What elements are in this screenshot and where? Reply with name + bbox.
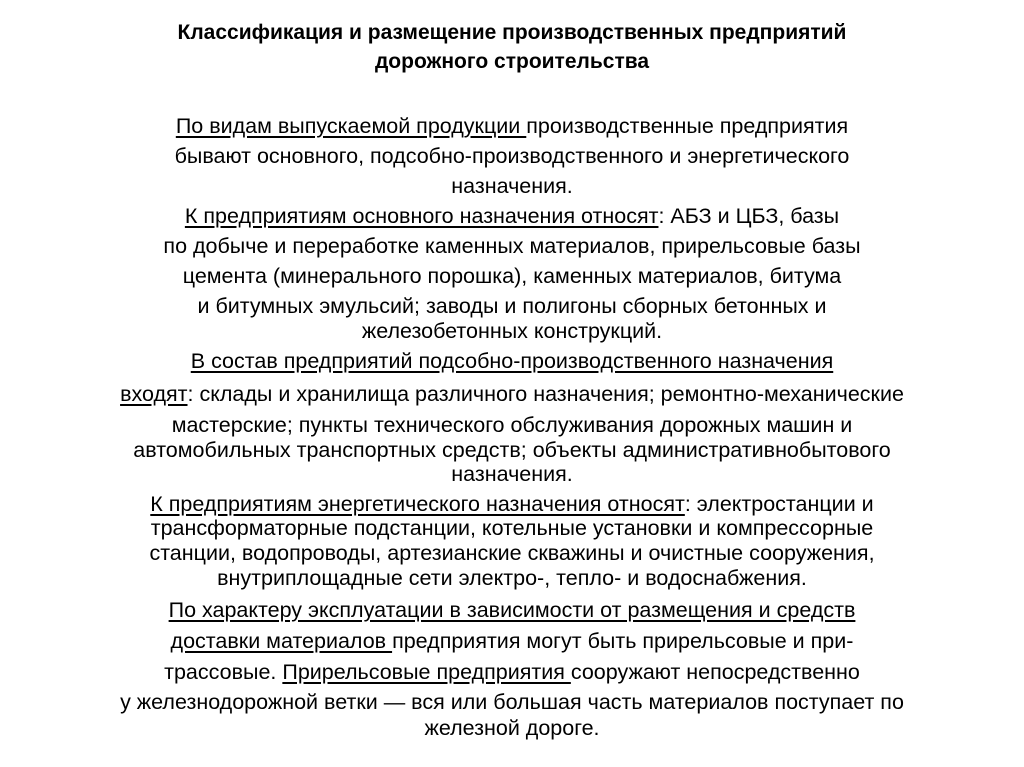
underlined-term: Прирельсовые предприятия xyxy=(282,660,571,684)
text-line-16: станции, водопроводы, артезианские скважины и очистные сооружения, xyxy=(149,541,875,565)
text-line-17: внутриплощадные сети электро-, тепло- и водоснабжения. xyxy=(217,566,807,590)
text-span: : склады и хранилища различного назначения; ремонтно-механические xyxy=(187,382,904,406)
text-line-5: по добыче и переработке каменных материалов, прирельсовые базы xyxy=(163,234,861,258)
underlined-term: К предприятиям энергетического назначения относят xyxy=(150,492,685,516)
text-line-20 xyxy=(0,659,1024,685)
title-line-2: дорожного строительства xyxy=(374,50,650,73)
text-span: сооружают непосредственно xyxy=(570,660,860,684)
text-line-13: назначения. xyxy=(451,462,573,486)
title-line-1: Классификация и размещение производственных предприятий xyxy=(177,21,847,44)
text-span: трассовые. xyxy=(164,660,283,684)
text-span: : АБЗ и ЦБЗ, базы xyxy=(658,204,840,228)
underlined-term: К предприятиям основного назначения относят xyxy=(184,204,659,228)
text-line-10 xyxy=(0,381,1024,407)
underlined-term: По характеру эксплуатации в зависимости от размещения и средств xyxy=(168,598,856,622)
text-line-15: трансформаторные подстанции, котельные установки и компрессорные xyxy=(150,516,874,540)
underlined-term: входят xyxy=(120,382,188,406)
text-line-18 xyxy=(0,597,1024,623)
underlined-term: По видам выпускаемой продукции xyxy=(175,114,527,138)
text-span: : электростанции и xyxy=(684,492,874,516)
underlined-term: В состав предприятий подсобно-производственного назначения xyxy=(190,349,834,373)
text-line-7: и битумных эмульсий; заводы и полигоны сборных бетонных и xyxy=(197,294,827,318)
text-line-6: цемента (минерального порошка), каменных материалов, битума xyxy=(182,264,842,288)
text-span: производственные предприятия xyxy=(526,114,849,138)
text-line-12: автомобильных транспортных средств; объекты административнобытового xyxy=(133,438,891,462)
text-line-8: железобетонных конструкций. xyxy=(361,319,663,343)
text-line-14 xyxy=(0,491,1024,517)
text-line-22: железной дороге. xyxy=(424,716,600,740)
slide-title xyxy=(0,18,1024,76)
text-line-9 xyxy=(0,348,1024,374)
underlined-term: доставки материалов xyxy=(170,629,393,653)
text-line-19 xyxy=(0,628,1024,654)
text-line-1 xyxy=(0,113,1024,139)
text-line-11: мастерские; пункты технического обслуживания дорожных машин и xyxy=(171,413,853,437)
text-span: предприятия могут быть прирельсовые и при- xyxy=(392,629,854,653)
text-line-2: бывают основного, подсобно-производственного и энергетического xyxy=(174,144,850,168)
text-line-4 xyxy=(0,203,1024,229)
text-line-3: назначения. xyxy=(451,174,573,198)
text-line-21: у железнодорожной ветки — вся или большая часть материалов поступает по xyxy=(120,690,904,714)
